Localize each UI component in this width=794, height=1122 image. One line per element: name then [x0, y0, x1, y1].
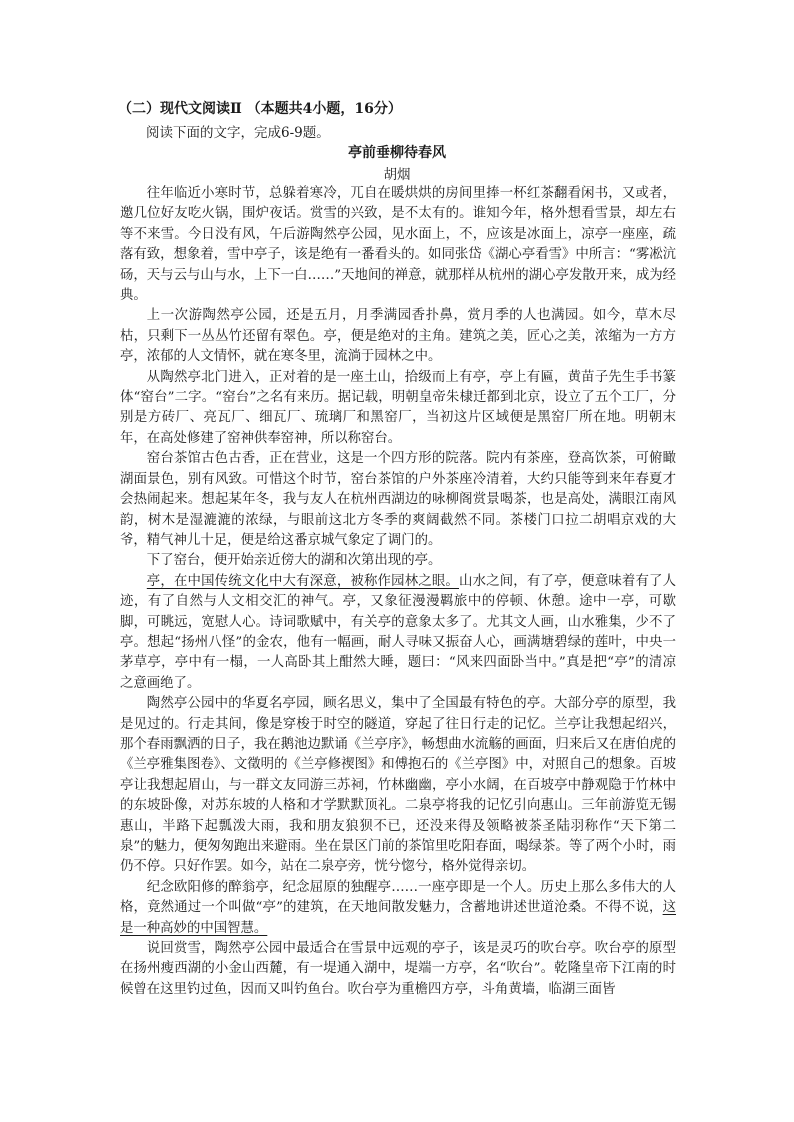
article-title: 亭前垂柳待春风	[348, 145, 446, 161]
article-author: 胡烟	[383, 167, 411, 183]
paragraph-1: 往年临近小寒时节，总躲着寒冷，兀自在暖烘烘的房间里捧一杯红茶翻看闲书，又或者，邀几位好友吃火锅，围炉夜话。赏雪的兴致，是不太有的。谁知今年，格外想看雪景，却左右等不来雪。今日没有风，午后游陶然亭公园，见水面上，不，应该是冰面上，凉亭一座座，疏落有致，想象着，雪中亭子，该是绝有一番看头的。如同张岱《湖心亭看雪》中所言：“雾凇沆砀，天与云与山与水，上下一白……”天地间的禅意，就那样从杭州的湖心亭发散开来，成为经典。	[120, 186, 676, 304]
underlined-sentence: 亭，在中国传统文化中大有深意，被称作园林之眼。	[146, 573, 459, 589]
paragraph-5: 下了窑台，便开始亲近傍大的湖和次第出现的亭。	[146, 553, 442, 569]
paragraph-7: 陶然亭公园中的华夏名亭园，顾名思义，集中了全国最有特色的亭。大部分亭的原型，我是见过的。行走其间，像是穿梭于时空的隧道，穿起了往日行走的记忆。兰亭让我想起绍兴，那个春雨飘洒的日子，我在鹅池边默诵《兰亭序》，畅想曲水流觞的画面，归来后又在唐伯虎的《兰亭雅集图卷》、文徵明的《兰亭修禊图》和傅抱石的《兰亭图》中，对照自己的想象。百坡亭让我想起眉山，与一群文友同游三苏祠，竹林幽幽，亭小水阔，在百坡亭中静观隐于竹林中的东坡卧像，对苏东坡的人格和才学默默顶礼。二泉亭将我的记忆引向惠山。三年前游览无锡惠山，半路下起瓢泼大雨，我和朋友狼狈不已，还没来得及领略被茶圣陆羽称作“天下第二泉”的魅力，便匆匆跑出来避雨。坐在景区门前的茶馆里吃阳春面，喝绿茶。等了两个小时，雨仍不停。只好作罢。如今，站在二泉亭旁，恍兮惚兮，格外觉得亲切。	[120, 696, 676, 875]
section-header: （二）现代文阅读Ⅱ （本题共4小题，16分）	[118, 101, 402, 117]
paragraph-8: 纪念欧阳修的醉翁亭，纪念屈原的独醒亭……一座亭即是一个人。历史上那么多伟大的人格，竟然通过一个叫做“亭”的建筑，在天地间散发魅力，含蓄地讲述世道沧桑。不得不说，这是一种高妙的中国智慧。	[120, 879, 676, 936]
paragraph-9: 说回赏雪，陶然亭公园中最适合在雪景中远观的亭子，该是灵巧的吹台亭。吹台亭的原型在扬州瘦西湖的小金山西麓，有一堤通入湖中，堤端一方亭，名“吹台”。乾隆皇帝下江南的时候曾在这里钓过鱼，因而又叫钓鱼台。吹台亭为重檐四方亭，斗角黄墙，临湖三面皆	[120, 941, 676, 997]
paragraph-6: 亭，在中国传统文化中大有深意，被称作园林之眼。山水之间，有了亭，便意味着有了人迹，有了自然与人文相交汇的神气。亭，又象征漫漫羁旅中的停顿、休憩。途中一亭，可歇脚，可眺远，宽慰人心。诗词歌赋中，有关亭的意象太多了。尤其文人画，山水雅集，少不了亭。想起“扬州八怪”的金农，他有一幅画，耐人寻味又振奋人心，画满塘碧绿的莲叶，中央一茅草亭，亭中有一榻，一人高卧其上酣然大睡，题曰：“风来四面卧当中。”真是把“亭”的清凉之意画绝了。	[120, 573, 676, 691]
instruction: 阅读下面的文字，完成6-9题。	[146, 125, 330, 141]
article-body	[120, 184, 676, 1000]
paragraph-2: 上一次游陶然亭公园，还是五月，月季满园香扑鼻，赏月季的人也满园。如今，草木尽枯，只剩下一丛丛竹还留有翠色。亭，便是绝对的主角。建筑之美，匠心之美，浓缩为一方方亭，浓郁的人文情怀，就在寒冬里，流淌于园林之中。	[120, 308, 676, 365]
paragraph-3: 从陶然亭北门进入，正对着的是一座土山，拾级而上有亭，亭上有匾，黄苗子先生手书篆体“窑台”二字。“窑台”之名有来历。据记载，明朝皇帝朱棣迁都到北京，设立了五个工厂，分别是方砖厂、亮瓦厂、细瓦厂、琉璃厂和黑窑厂，当初这片区域便是黑窑厂所在地。明朝末年，在高处修建了窑神供奉窑神，所以称窑台。	[120, 369, 676, 446]
paragraph-4: 窑台茶馆古色古香，正在营业，这是一个四方形的院落。院内有茶座，登高饮茶，可俯瞰湖面景色，别有风致。可惜这个时节，窑台茶馆的户外茶座冷清着，大约只能等到来年春夏才会热闹起来。想起某年冬，我与友人在杭州西湖边的咏柳阁赏景喝茶，也是高处，满眼江南风韵，树木是湿漉漉的浓绿，与眼前这北方冬季的爽阔截然不同。茶楼门口拉二胡唱京戏的大爷，精气神儿十足，便是给这番京城气象定了调门的。	[120, 451, 676, 548]
underlined-sentence: 这是一种高妙的中国智慧。	[120, 900, 676, 936]
